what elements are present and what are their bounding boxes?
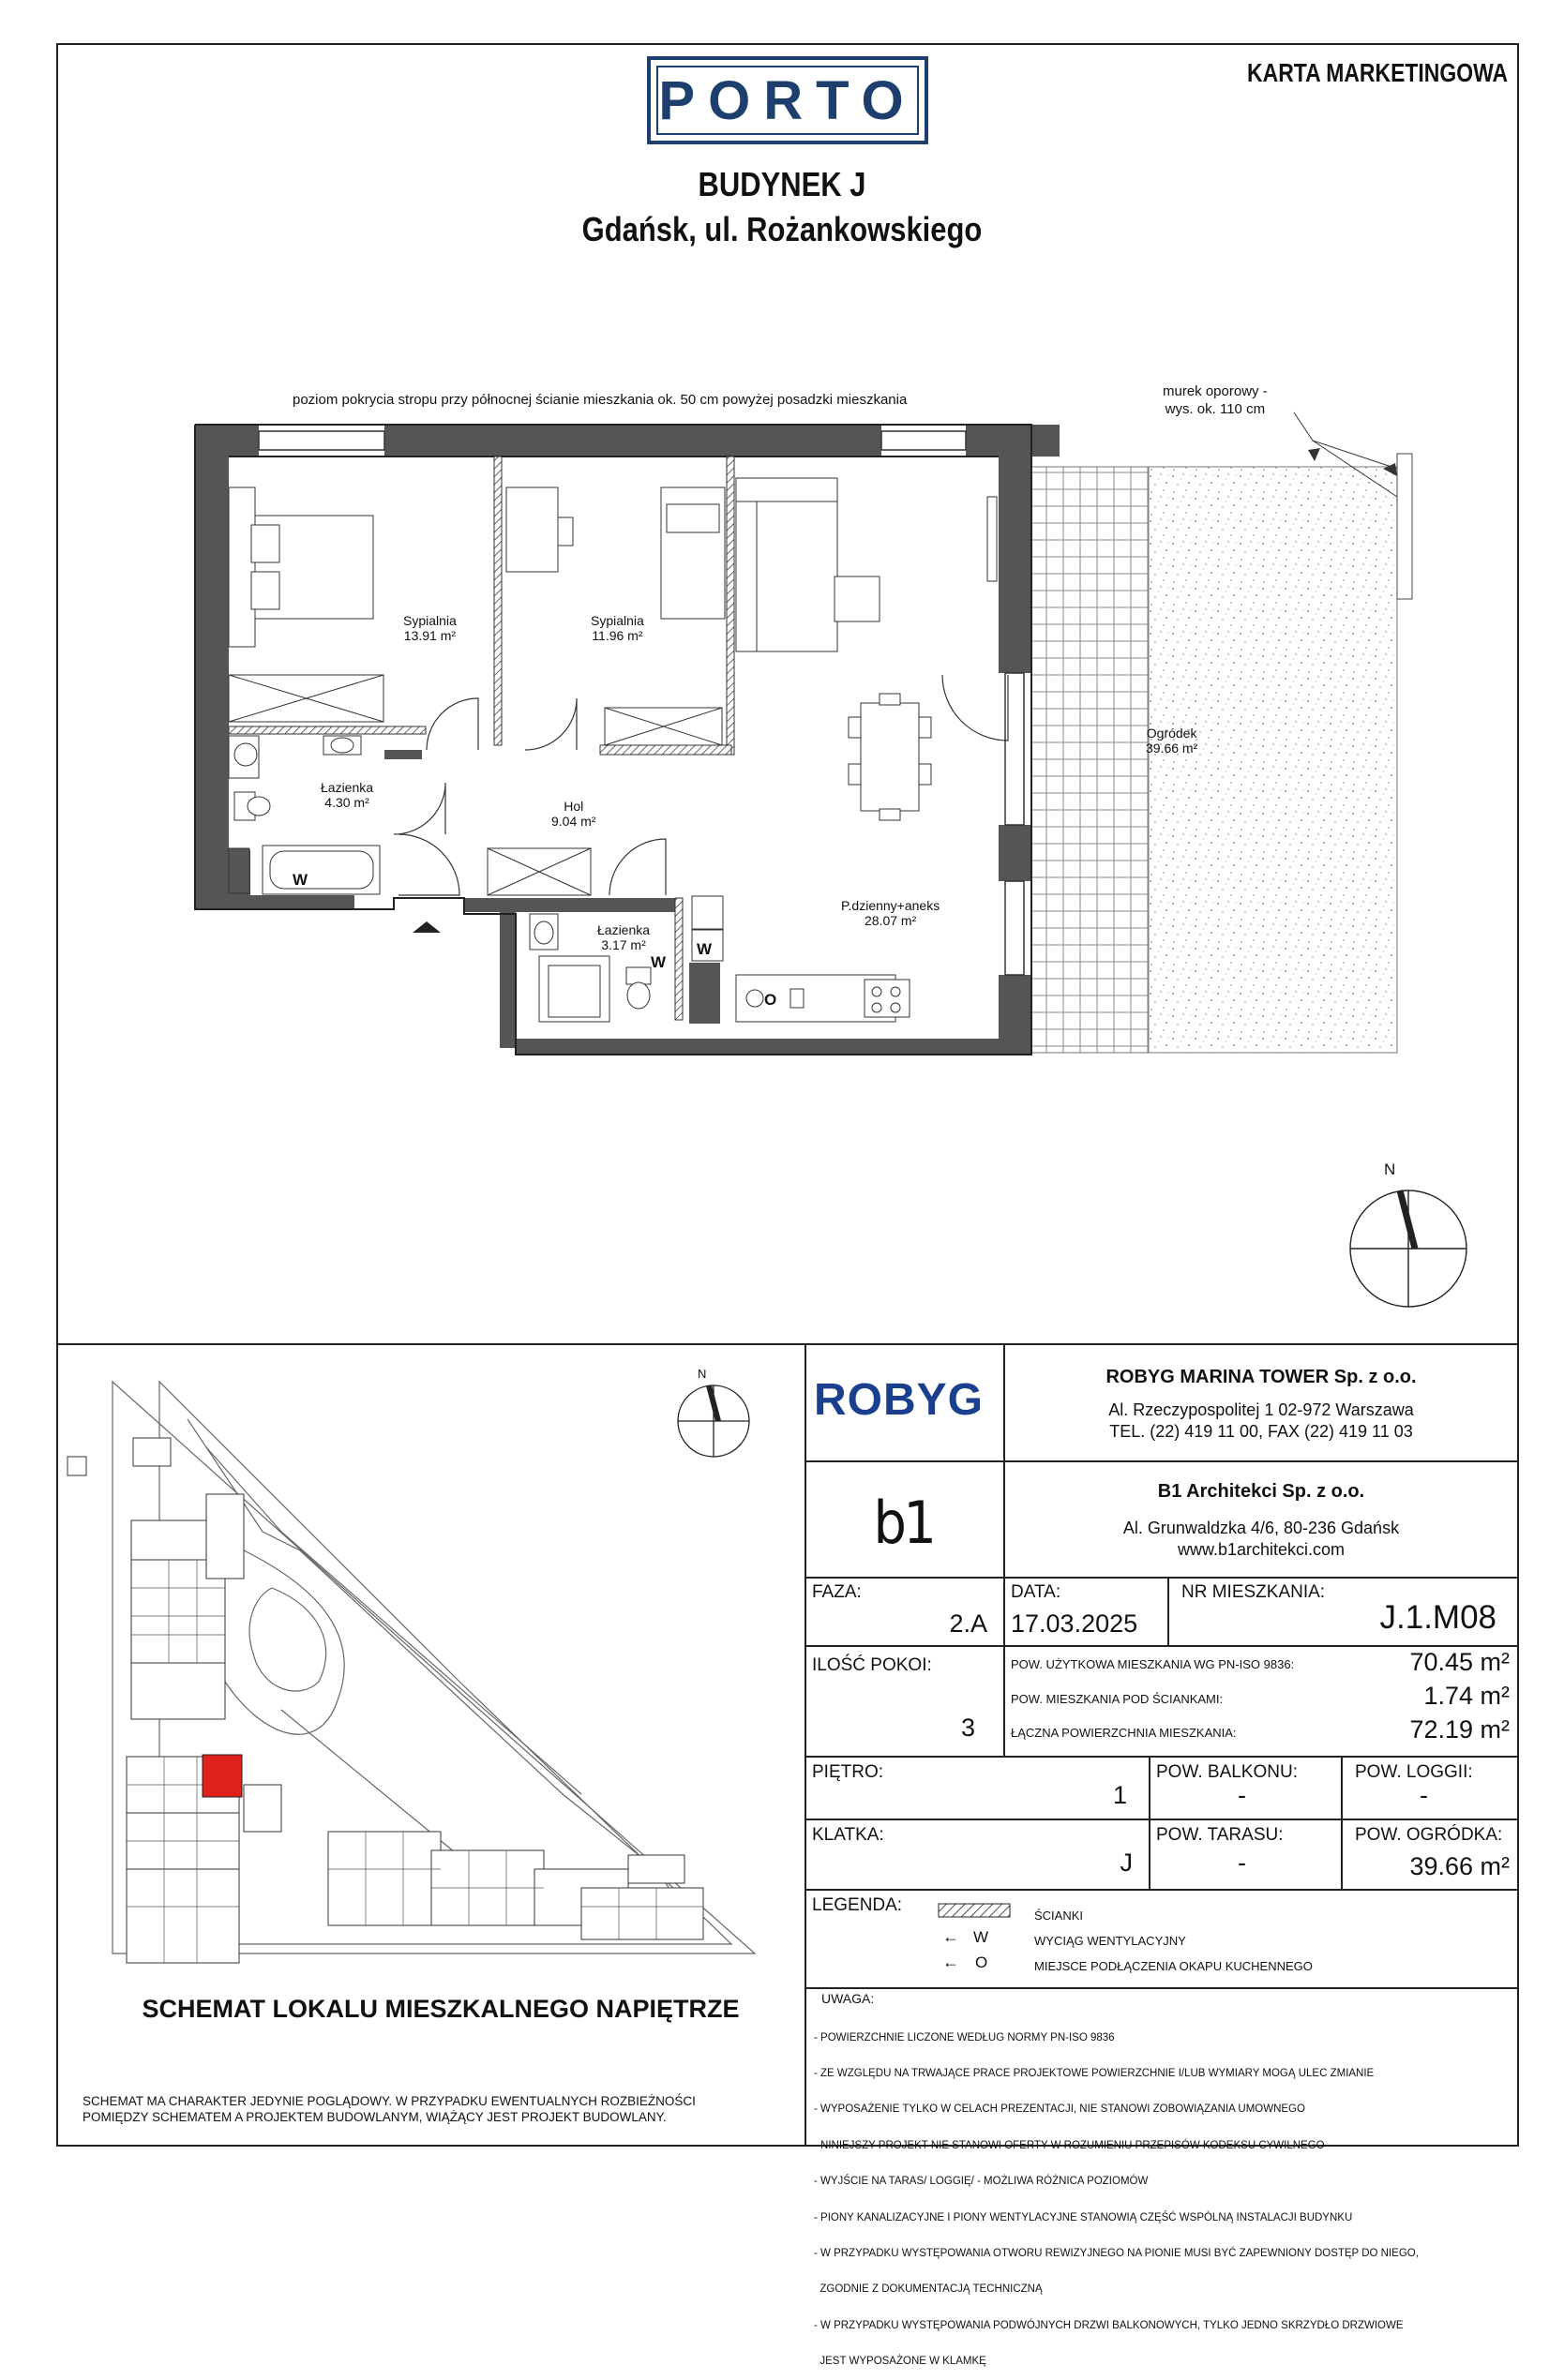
note-item: - WYJŚCIE NA TARAS/ LOGGIĘ/ - MOŻLIWA RÓŻNICA POZIOMÓW <box>814 2176 1149 2188</box>
room-name: Sypialnia <box>403 613 457 628</box>
note-item: - NINIEJSZY PROJEKT NIE STANOWI OFERTY W ROZUMIENIU PRZEPISÓW KODEKSU CYWILNEGO <box>814 2139 1325 2151</box>
pow-scianki-value: 1.74 m² <box>1423 1682 1510 1710</box>
divider <box>805 1343 806 2147</box>
garden-area <box>1031 454 1412 1053</box>
developer-phone: TEL. (22) 419 11 00, FAX (22) 419 11 03 <box>1109 1422 1413 1441</box>
data-value: 17.03.2025 <box>1011 1609 1138 1638</box>
room-hall <box>551 799 595 829</box>
faza-label: FAZA: <box>812 1582 862 1602</box>
room-bedroom-2 <box>591 613 644 643</box>
divider <box>1167 1577 1169 1645</box>
notes-label: UWAGA: <box>821 1991 875 2006</box>
hood-marker: O <box>764 991 777 1009</box>
room-area: 3.17 m² <box>601 937 646 952</box>
divider <box>805 1819 1519 1820</box>
disclaimer-line: POMIĘDZY SCHEMATEM A PROJEKTEM BUDOWLANYM, WIĄŻĄCY JEST PROJEKT BUDOWLANY. <box>83 2110 667 2124</box>
divider <box>1003 1645 1005 1756</box>
klatka-label: KLATKA: <box>812 1825 884 1845</box>
divider <box>805 1756 1519 1758</box>
data-label: DATA: <box>1011 1582 1061 1602</box>
robyg-logo: ROBYG <box>814 1375 985 1425</box>
pow-scianki-label: POW. MIESZKANIA POD ŚCIANKAMI: <box>1011 1692 1224 1706</box>
pow-laczna-label: ŁĄCZNA POWIERZCHNIA MIESZKANIA: <box>1011 1726 1237 1740</box>
balkon-value: - <box>1238 1781 1246 1809</box>
divider <box>1149 1756 1150 1889</box>
porto-logo-text: PORTO <box>656 66 919 135</box>
note-item: JEST WYPOSAŻONE W KLAMKĘ <box>814 2356 986 2368</box>
room-name: Hol <box>564 799 584 814</box>
arrow-left-icon: ← <box>942 1927 959 1946</box>
room-living-kitchen <box>841 898 940 928</box>
note-item: - W PRZYPADKU WYSTĘPOWANIA OTWORU REWIZYJNEGO NA PIONIE MUSI BYĆ ZAPEWNIONY DOSTĘP DO NIEGO, <box>814 2247 1419 2259</box>
legend-item-symbol: W <box>973 1928 989 1946</box>
legend-item-text: WYCIĄG WENTYLACYJNY <box>1034 1934 1186 1948</box>
room-area: 11.96 m² <box>592 628 643 643</box>
north-label: N <box>1384 1160 1396 1178</box>
loggia-label: POW. LOGGII: <box>1355 1762 1473 1782</box>
note-item: - WYPOSAŻENIE TYLKO W CELACH PREZENTACJI, NIE STANOWI ZOBOWIĄZANIA UMOWNEGO <box>814 2103 1305 2116</box>
highlighted-unit <box>203 1755 242 1797</box>
room-area: 4.30 m² <box>324 795 369 810</box>
note-item: - PIONY KANALIZACYJNE I PIONY WENTYLACYJNE STANOWIĄ CZĘŚĆ WSPÓLNĄ INSTALACJI BUDYNKU <box>814 2211 1353 2223</box>
loggia-value: - <box>1420 1781 1428 1809</box>
developer-name: ROBYG MARINA TOWER Sp. z o.o. <box>1105 1367 1417 1387</box>
nr-label: NR MIESZKANIA: <box>1181 1582 1326 1602</box>
legend-label: LEGENDA: <box>812 1895 903 1915</box>
ceiling-note: poziom pokrycia stropu przy północnej ścianie mieszkania ok. 50 cm powyżej posadzki mieszkania <box>293 392 908 408</box>
room-area: 9.04 m² <box>551 814 596 829</box>
faza-value: 2.A <box>949 1609 987 1638</box>
site-plan-title: SCHEMAT LOKALU MIESZKALNEGO NAPIĘTRZE <box>142 1995 740 2023</box>
note-item: - ZE WZGLĘDU NA TRWAJĄCE PRACE PROJEKTOWE POWIERZCHNIE I/LUB WYMIARY MOGĄ ULEC ZMIANIE <box>814 2067 1375 2079</box>
ogrodek-label: POW. OGRÓDKA: <box>1355 1825 1503 1845</box>
site-plan-drawing <box>56 1344 803 1991</box>
vent-marker: W <box>293 871 308 889</box>
card-type: KARTA MARKETINGOWA <box>1246 58 1508 87</box>
note-item: - POWIERZCHNIE LICZONE WEDŁUG NORMY PN-ISO 9836 <box>814 2031 1115 2043</box>
retaining-wall-note-line1: murek oporowy - <box>1163 383 1268 399</box>
pow-uzytkowa-label: POW. UŻYTKOWA MIESZKANIA WG PN-ISO 9836: <box>1011 1657 1295 1671</box>
note-item: ZGODNIE Z DOKUMENTACJĄ TECHNICZNĄ <box>814 2283 1043 2296</box>
pokoje-value: 3 <box>960 1714 975 1742</box>
architect-logo: b1 <box>873 1489 934 1557</box>
pokoje-label: ILOŚĆ POKOI: <box>812 1655 932 1675</box>
retaining-wall-note-line2: wys. ok. 110 cm <box>1165 401 1266 417</box>
vent-marker: W <box>697 940 713 958</box>
legend-item-symbol: O <box>975 1953 988 1971</box>
architect-address: Al. Grunwaldzka 4/6, 80-236 Gdańsk <box>1122 1519 1400 1537</box>
divider <box>1003 1577 1005 1645</box>
legend-item-text: ŚCIANKI <box>1034 1908 1084 1923</box>
address-title: Gdańsk, ul. Rożankowskiego <box>581 210 983 248</box>
room-bathroom-2 <box>597 922 650 952</box>
room-garden <box>1146 726 1197 756</box>
room-name: Łazienka <box>597 922 651 937</box>
site-compass <box>678 1385 749 1457</box>
notes-list <box>814 2008 1419 2380</box>
divider <box>805 1987 1519 1989</box>
site-plan-disclaimer <box>83 2093 696 2125</box>
developer-address: Al. Rzeczypospolitej 1 02-972 Warszawa <box>1108 1400 1414 1419</box>
room-name: Ogródek <box>1146 726 1197 741</box>
room-name: Łazienka <box>321 780 374 795</box>
legend-hatch-swatch <box>938 1903 1013 1918</box>
room-area: 13.91 m² <box>403 628 457 643</box>
divider <box>805 1889 1519 1891</box>
architect-web: www.b1architekci.com <box>1177 1540 1346 1559</box>
room-bathroom-1 <box>321 780 373 810</box>
disclaimer-line: SCHEMAT MA CHARAKTER JEDYNIE POGLĄDOWY. W PRZYPADKU EWENTUALNYCH ROZBIEŻNOŚCI <box>83 2094 696 2108</box>
arrow-left-icon: ← <box>942 1953 959 1971</box>
room-name: P.dzienny+aneks <box>841 898 940 913</box>
divider <box>1341 1756 1343 1889</box>
taras-value: - <box>1238 1849 1246 1877</box>
site-north-label: N <box>698 1367 707 1381</box>
klatka-value: J <box>1120 1849 1133 1877</box>
pow-uzytkowa-value: 70.45 m² <box>1409 1648 1510 1676</box>
ogrodek-value: 39.66 m² <box>1409 1852 1510 1880</box>
room-area: 39.66 m² <box>1146 741 1198 756</box>
vent-marker: W <box>651 953 667 971</box>
divider <box>805 1460 1519 1462</box>
divider <box>805 1577 1519 1579</box>
note-item: - W PRZYPADKU WYSTĘPOWANIA PODWÓJNYCH DRZWI BALKONOWYCH, TYLKO JEDNO SKRZYDŁO DRZWIOWE <box>814 2319 1404 2331</box>
room-name: Sypialnia <box>591 613 644 628</box>
legend-item-text: MIEJSCE PODŁĄCZENIA OKAPU KUCHENNEGO <box>1034 1959 1313 1973</box>
room-area: 28.07 m² <box>864 913 917 928</box>
divider <box>805 1645 1519 1647</box>
balkon-label: POW. BALKONU: <box>1156 1762 1298 1782</box>
taras-label: POW. TARASU: <box>1156 1825 1284 1845</box>
pow-laczna-value: 72.19 m² <box>1409 1715 1510 1744</box>
room-bedroom-1 <box>403 613 457 643</box>
nr-value: J.1.M08 <box>1379 1599 1496 1636</box>
building-title: BUDYNEK J <box>698 165 866 203</box>
architect-name: B1 Architekci Sp. z o.o. <box>1157 1481 1365 1502</box>
pietro-value: 1 <box>1112 1781 1127 1809</box>
north-compass <box>1350 1190 1466 1307</box>
pietro-label: PIĘTRO: <box>812 1762 884 1782</box>
